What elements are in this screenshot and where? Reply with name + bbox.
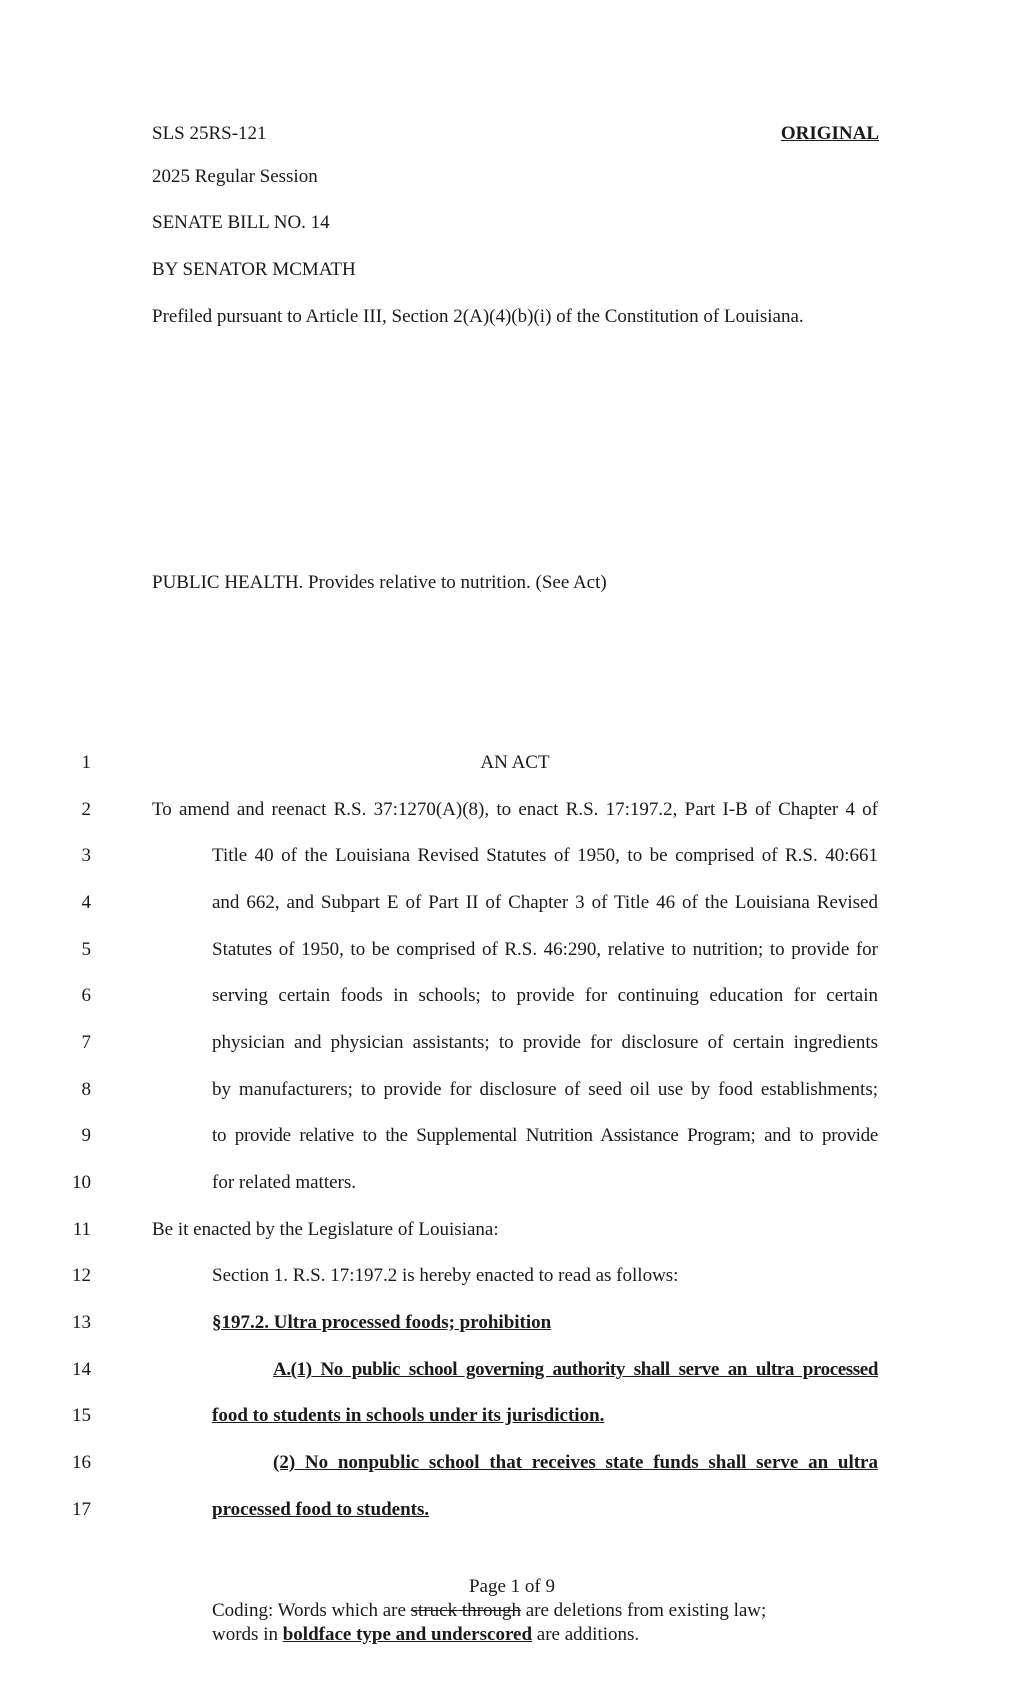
line-text: A.(1) No public school governing authority shall serve an ultra processed	[273, 1360, 878, 1380]
line-text: (2) No nonpublic school that receives state funds shall serve an ultra	[273, 1453, 878, 1473]
line-number: 11	[72, 1219, 91, 1240]
bill-code: SLS 25RS-121	[152, 123, 267, 144]
coding-prefix: Coding: Words which are	[212, 1600, 406, 1621]
line-text: and 662, and Subpart E of Part II of Chapter 3 of Title 46 of the Louisiana Revised	[212, 893, 878, 913]
line-number: 9	[81, 1125, 91, 1146]
session-label: 2025 Regular Session	[152, 166, 318, 187]
line-text: by manufacturers; to provide for disclosure of seed oil use by food establishments;	[212, 1080, 878, 1100]
line-number: 14	[72, 1359, 91, 1380]
line-number: 13	[72, 1312, 91, 1333]
coding-struck-sample: struck through	[410, 1600, 521, 1621]
words-bold-sample: boldface type and underscored	[282, 1624, 533, 1645]
coding-legend-line-1	[212, 1601, 766, 1620]
coding-legend-line-2	[212, 1625, 639, 1644]
digest-line: PUBLIC HEALTH. Provides relative to nutrition. (See Act)	[152, 572, 607, 593]
page-number: Page 1 of 9	[468, 1576, 555, 1597]
line-number: 12	[72, 1265, 91, 1286]
line-text: Section 1. R.S. 17:197.2 is hereby enacted to read as follows:	[212, 1265, 679, 1286]
section-heading: §197.2. Ultra processed foods; prohibition	[212, 1312, 552, 1333]
line-number: 1	[81, 752, 91, 773]
status-label: ORIGINAL	[780, 123, 879, 144]
bill-author: BY SENATOR MCMATH	[152, 259, 356, 280]
line-text: Title 40 of the Louisiana Revised Statutes of 1950, to be comprised of R.S. 40:661	[212, 846, 878, 866]
line-number: 17	[72, 1499, 91, 1520]
line-number: 2	[81, 799, 91, 820]
line-number: 8	[81, 1079, 91, 1100]
act-title: AN ACT	[480, 752, 550, 773]
line-text: Be it enacted by the Legislature of Louisiana:	[152, 1219, 499, 1240]
line-text: physician and physician assistants; to provide for disclosure of certain ingredients	[212, 1033, 878, 1053]
words-suffix: are additions.	[536, 1624, 640, 1645]
line-text: Statutes of 1950, to be comprised of R.S. 46:290, relative to nutrition; to provide for	[212, 940, 878, 960]
line-text: serving certain foods in schools; to provide for continuing education for certain	[212, 986, 878, 1006]
line-number: 3	[81, 845, 91, 866]
words-prefix: words in	[212, 1624, 278, 1645]
line-number: 5	[81, 939, 91, 960]
line-number: 16	[72, 1452, 91, 1473]
coding-suffix: are deletions from existing law;	[525, 1600, 767, 1621]
bill-number: SENATE BILL NO. 14	[152, 212, 330, 233]
line-number: 15	[72, 1405, 91, 1426]
line-number: 6	[81, 985, 91, 1006]
line-text: To amend and reenact R.S. 37:1270(A)(8), to enact R.S. 17:197.2, Part I-B of Chapter 4 of	[152, 800, 878, 820]
line-text: to provide relative to the Supplemental Nutrition Assistance Program; and to provide	[212, 1126, 878, 1146]
line-text: food to students in schools under its jurisdiction.	[212, 1405, 605, 1426]
line-number: 10	[72, 1172, 91, 1193]
line-text: processed food to students.	[212, 1499, 430, 1520]
line-number: 4	[81, 892, 91, 913]
prefiled-note: Prefiled pursuant to Article III, Section 2(A)(4)(b)(i) of the Constitution of Louisiana.	[152, 306, 804, 327]
line-number: 7	[81, 1032, 91, 1053]
line-text: for related matters.	[212, 1172, 357, 1193]
